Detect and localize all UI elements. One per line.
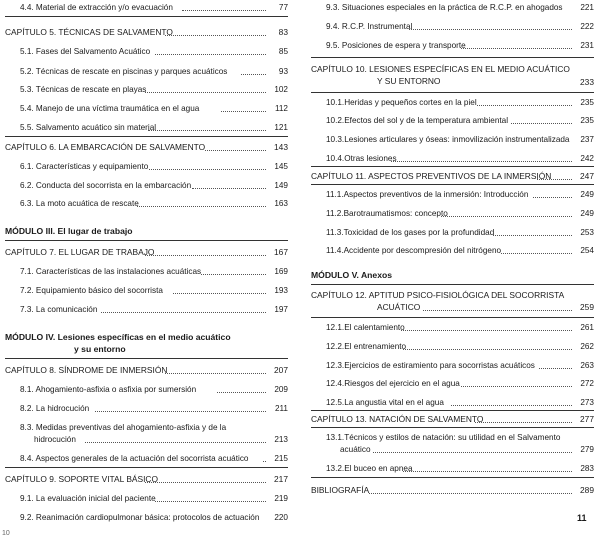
divider <box>5 467 288 468</box>
dot-leader <box>221 111 266 112</box>
dot-leader <box>401 330 572 331</box>
divider <box>311 410 594 411</box>
page-number: 11 <box>577 513 587 523</box>
divider <box>311 284 594 285</box>
dot-leader <box>369 493 572 494</box>
divider <box>311 57 594 58</box>
dot-leader <box>145 255 266 256</box>
dot-leader <box>145 482 266 483</box>
module-heading-cont: y su entorno <box>74 344 126 354</box>
dot-leader <box>461 386 572 387</box>
dot-leader <box>493 235 572 236</box>
dot-leader <box>173 293 266 294</box>
module-heading: MÓDULO III. El lugar de trabajo <box>5 226 133 236</box>
dot-leader <box>217 392 266 393</box>
dot-leader <box>137 206 266 207</box>
dot-leader <box>475 422 572 423</box>
dot-leader <box>533 197 572 198</box>
dot-leader <box>101 312 266 313</box>
toc-chapter[interactable]: CAPÍTULO 12. APTITUD PSICO-FISIOLÓGICA DEL SOCORRISTA ACUÁTICO 259 <box>311 290 594 312</box>
dot-leader <box>477 105 572 106</box>
dot-leader <box>165 373 266 374</box>
divider <box>5 240 288 241</box>
dot-leader <box>263 461 266 462</box>
dot-leader <box>149 169 266 170</box>
dot-leader <box>501 253 572 254</box>
dot-leader <box>145 92 266 93</box>
dot-leader <box>205 150 266 151</box>
dot-leader <box>409 29 572 30</box>
dot-leader <box>461 48 572 49</box>
dot-leader <box>182 10 266 11</box>
module-heading: MÓDULO IV. Lesiones específicas en el medio acuático <box>5 332 231 342</box>
page-corner-number: 10 <box>2 530 10 537</box>
dot-leader <box>403 349 572 350</box>
divider <box>311 166 594 167</box>
dot-leader <box>85 442 266 443</box>
dot-leader <box>148 130 266 131</box>
dot-leader <box>441 216 572 217</box>
divider <box>311 317 594 318</box>
toc-entry[interactable]: 8.3. Medidas preventivas del ahogamiento-asfixia y de la hidrocución 213 <box>20 423 288 444</box>
divider <box>311 477 594 478</box>
divider <box>311 92 594 93</box>
dot-leader <box>201 274 266 275</box>
dot-leader <box>403 471 572 472</box>
dot-leader <box>539 368 572 369</box>
dot-leader <box>241 74 266 75</box>
dot-leader <box>511 123 572 124</box>
dot-leader <box>165 35 266 36</box>
dot-leader <box>155 54 266 55</box>
toc-entry[interactable]: 13.1.Técnicos y estilos de natación: su utilidad en el Salvamento acuático 279 <box>326 433 594 454</box>
divider <box>5 16 288 17</box>
dot-leader <box>537 179 572 180</box>
divider <box>311 184 594 185</box>
dot-leader <box>192 188 266 189</box>
dot-leader <box>155 501 266 502</box>
module-heading: MÓDULO V. Anexos <box>311 270 393 280</box>
dot-leader <box>95 411 266 412</box>
toc-chapter[interactable]: CAPÍTULO 10. LESIONES ESPECÍFICAS EN EL MEDIO ACUÁTICO Y SU ENTORNO 233 <box>311 64 594 87</box>
divider <box>5 136 288 137</box>
dot-leader <box>423 310 572 311</box>
dot-leader <box>373 452 572 453</box>
divider <box>311 427 594 428</box>
dot-leader <box>391 161 572 162</box>
divider <box>5 358 288 359</box>
dot-leader <box>451 405 572 406</box>
